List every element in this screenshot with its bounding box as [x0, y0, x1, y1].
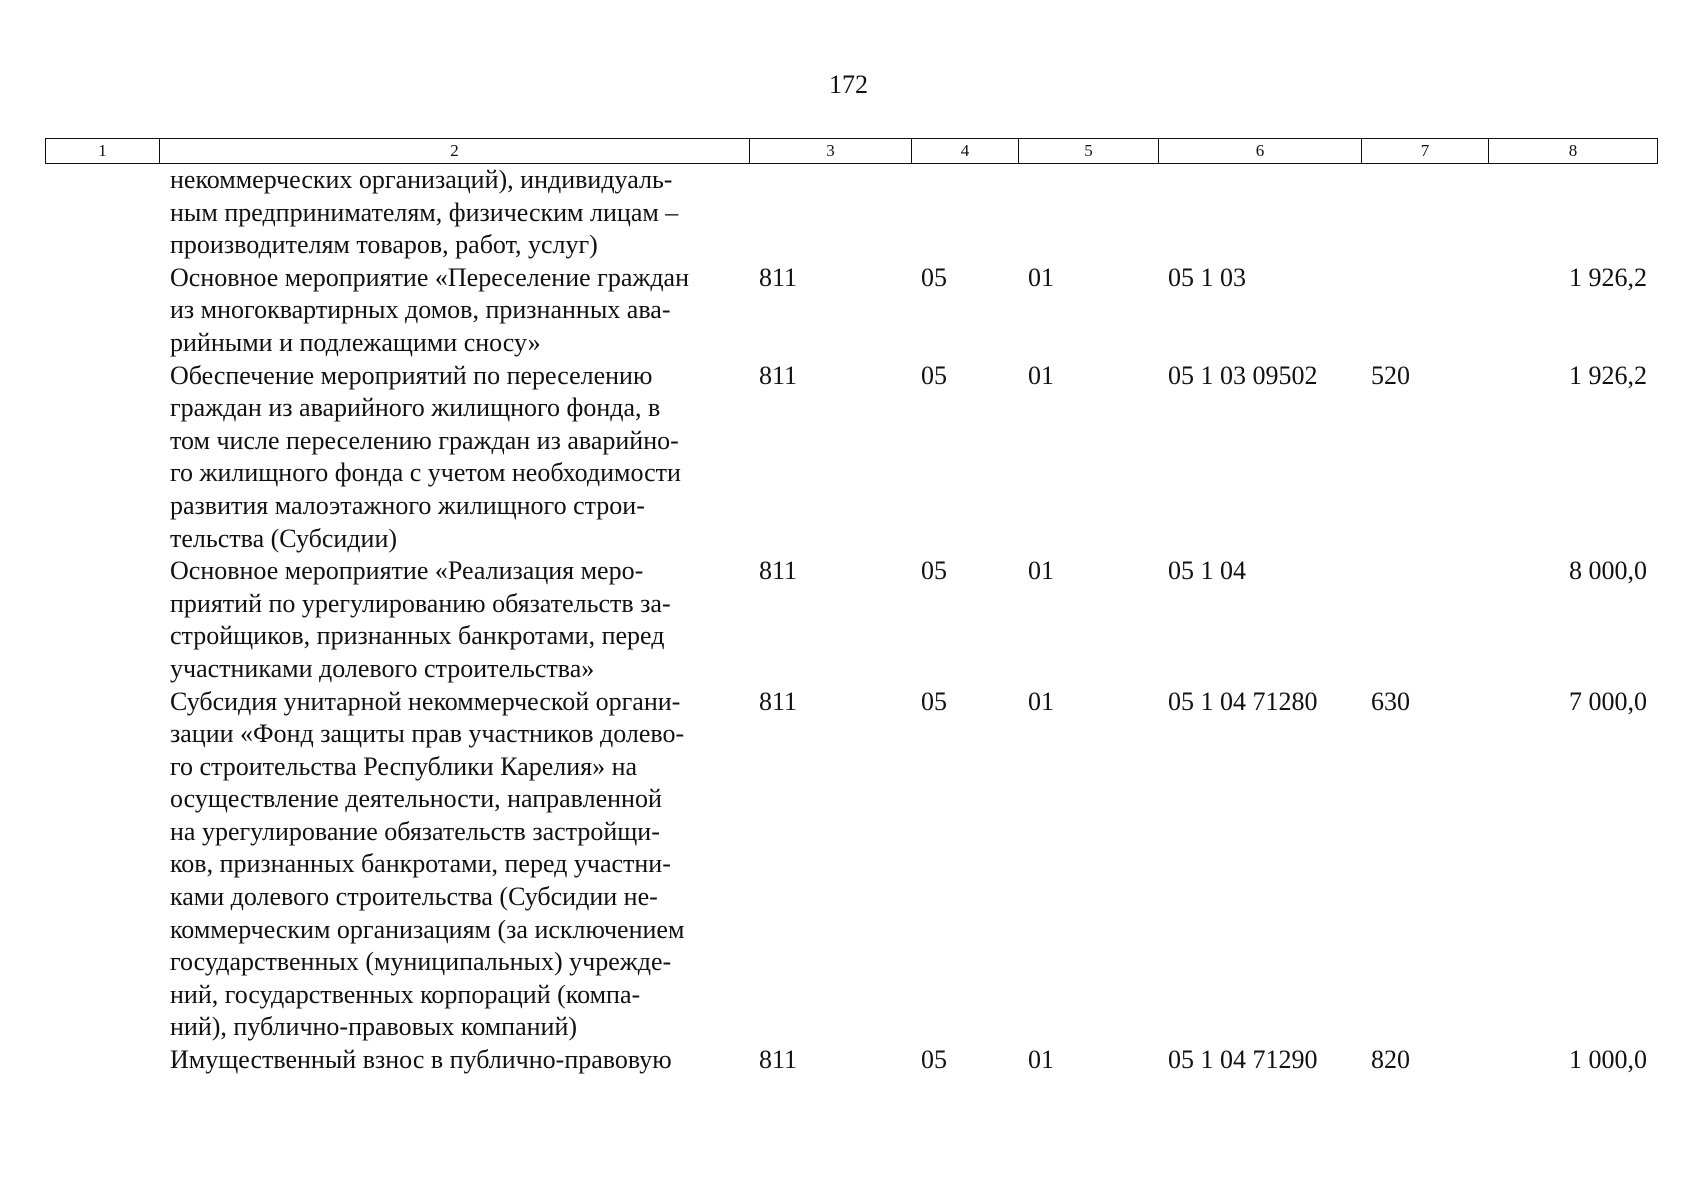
header-col-3: 3	[750, 139, 912, 164]
table-row	[45, 1044, 1657, 1077]
row-subsection-code: 01	[1028, 262, 1054, 292]
row-target-article: 05 1 04 71290	[1168, 1045, 1318, 1075]
header-row	[46, 139, 1658, 164]
header-col-5: 5	[1019, 139, 1159, 164]
row-subsection-code: 01	[1028, 360, 1054, 390]
row-amount: 1 000,0	[1569, 1045, 1647, 1075]
row-section-code: 05	[921, 262, 947, 292]
table-row	[45, 686, 1657, 1045]
row-subsection-code: 01	[1028, 686, 1054, 716]
column-number-header	[45, 138, 1658, 164]
row-target-article: 05 1 03	[1168, 262, 1246, 292]
row-amount: 1 926,2	[1569, 262, 1647, 292]
header-col-6: 6	[1159, 139, 1362, 164]
row-department-code: 811	[759, 556, 798, 586]
row-description: Субсидия унитарной некоммерческой органи- зации «Фонд защиты прав участников долево- го строительства Республики Карелия» на осуществление деятельности, направленной на урегулирование обязательств застройщи- ков, признанных банкротами, перед участни- ками долевого строительства (Субсидии не- коммерческим организациям (за исключением государственных (муниципальных) учрежде- ний, государственных корпораций (компа- ний), публично-правовых компаний)	[170, 686, 685, 1042]
row-description: Основное мероприятие «Переселение граждан из многоквартирных домов, признанных ава- рийными и подлежащими сносу»	[170, 262, 690, 357]
row-section-code: 05	[921, 1045, 947, 1075]
row-department-code: 811	[759, 262, 798, 292]
row-section-code: 05	[921, 360, 947, 390]
row-department-code: 811	[759, 686, 798, 716]
page-number: 172	[829, 70, 868, 99]
row-amount: 1 926,2	[1569, 360, 1647, 390]
table-row	[45, 555, 1657, 685]
row-description: Обеспечение мероприятий по переселению граждан из аварийного жилищного фонда, в том числе переселению граждан из аварийно- го жилищного фонда с учетом необходимости развития малоэтажного жилищного строи- тельства (Субсидии)	[170, 360, 681, 553]
row-department-code: 811	[759, 1045, 798, 1075]
row-expense-type: 820	[1371, 1045, 1410, 1075]
row-expense-type: 630	[1371, 686, 1410, 716]
row-target-article: 05 1 04 71280	[1168, 686, 1318, 716]
table-row	[45, 164, 1657, 262]
row-department-code: 811	[759, 360, 798, 390]
row-description: Имущественный взнос в публично-правовую	[170, 1045, 672, 1075]
row-amount: 8 000,0	[1569, 556, 1647, 586]
row-subsection-code: 01	[1028, 1045, 1054, 1075]
row-description: некоммерческих организаций), индивидуаль- ным предпринимателям, физическим лицам – производителям товаров, работ, услуг)	[170, 165, 679, 260]
header-col-1: 1	[46, 139, 160, 164]
row-target-article: 05 1 03 09502	[1168, 360, 1318, 390]
row-amount: 7 000,0	[1569, 686, 1647, 716]
header-col-8: 8	[1489, 139, 1658, 164]
header-col-4: 4	[912, 139, 1019, 164]
header-col-2: 2	[160, 139, 750, 164]
row-target-article: 05 1 04	[1168, 556, 1246, 586]
row-description: Основное мероприятие «Реализация меро- приятий по урегулированию обязательств за- стройщиков, признанных банкротами, перед участниками долевого строительства»	[170, 556, 671, 683]
row-section-code: 05	[921, 556, 947, 586]
header-col-7: 7	[1362, 139, 1489, 164]
table-row	[45, 262, 1657, 360]
table-row	[45, 360, 1657, 556]
row-expense-type: 520	[1371, 360, 1410, 390]
row-subsection-code: 01	[1028, 556, 1054, 586]
row-section-code: 05	[921, 686, 947, 716]
budget-table-body	[45, 164, 1657, 1077]
